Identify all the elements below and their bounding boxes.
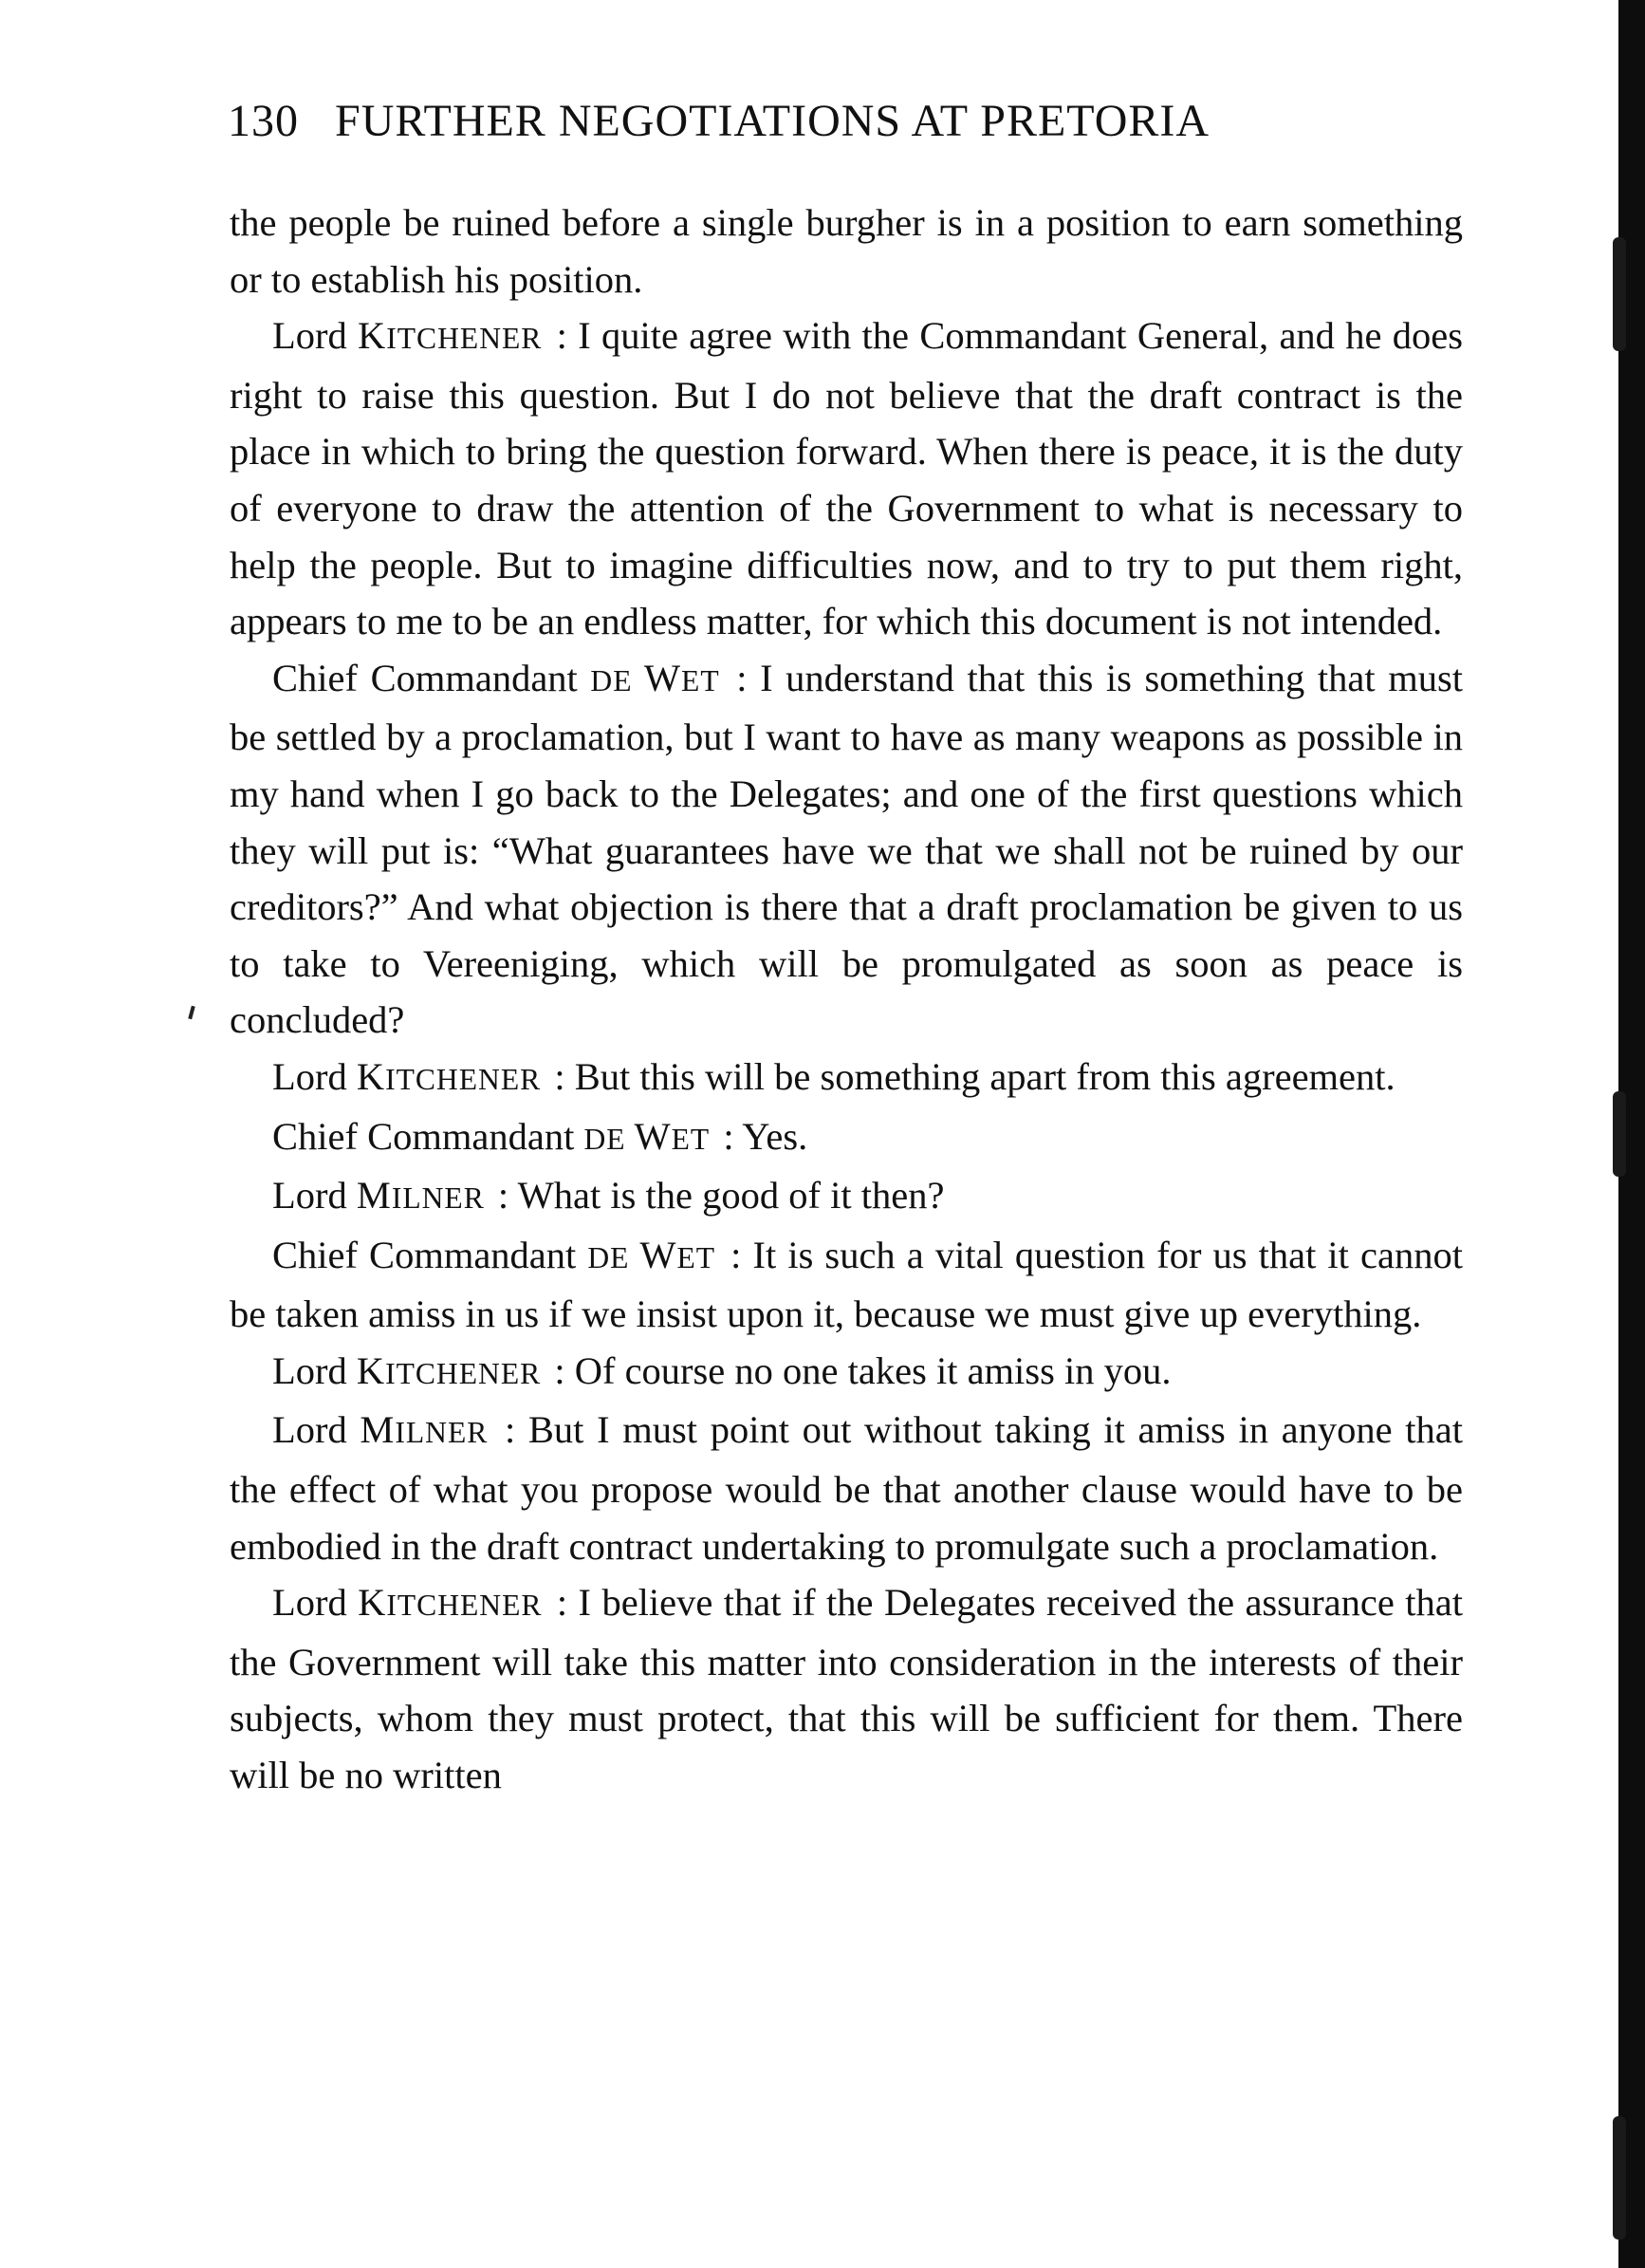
binding-edge-notch [1613, 1091, 1626, 1177]
paragraph-text: I believe that if the Delegates received the assurance that the Government will take this matter into consideration in the interests of their subjects, whom they must protect, that this will be sufficient for them. There will be no written [230, 1581, 1463, 1797]
running-title: FURTHER NEGOTIATIONS AT PRETORIA [335, 96, 1211, 146]
dialogue-paragraph: Chief Commandant DE WET : It is such a vital question for us that it cannot be taken amiss in us if we insist upon it, because we must give up everything. [230, 1233, 1463, 1336]
page-number: 130 [228, 96, 299, 146]
paragraph-text: What is the good of it then? [517, 1174, 945, 1218]
dialogue-paragraph: Lord KITCHENER : I believe that if the Delegates received the assurance that the Government will take this matter into consideration in the interests of their subjects, whom they must protect, that this will be sufficient for them. There will be no written [230, 1581, 1463, 1797]
dialogue-paragraph: Lord MILNER : But I must point out without taking it amiss in anyone that the effect of what you propose would be that another clause would have to be embodied in the draft contract undertaking to promulgate such a proclamation. [230, 1408, 1463, 1568]
paragraph-text: Yes. [742, 1114, 808, 1158]
body-text [230, 195, 1463, 1804]
speaker-name: DE WET [583, 1114, 711, 1158]
dialogue-paragraph: Lord KITCHENER : But this will be something apart from this agreement. [272, 1054, 1395, 1098]
paragraph-text: Of course no one takes it amiss in you. [574, 1348, 1172, 1392]
speaker-name: DE WET [590, 656, 720, 699]
paragraph-text: But I must point out without taking it amiss in anyone that the effect of what you propose would be that another clause would have to be embodied in the draft contract undertaking to promulgate such a proclamation. [230, 1408, 1463, 1568]
stray-ink-mark [188, 1006, 194, 1020]
speaker-name: KITCHENER [358, 1581, 543, 1625]
speaker-prefix: Chief Commandant [272, 1233, 588, 1276]
dialogue-paragraph: Chief Commandant DE WET : I understand that this is something that must be settled by a proclamation, but I want to have as many weapons as possible in my hand when I go back to the Delegates; and one of the first questions which they will put is: “What guarantees have we that we shall not be ruined by our creditors?” And what objection is there that a draft proclamation be given to us to take to Vereeniging, which will be promulgated as soon as peace is concluded? [230, 656, 1463, 1042]
paragraph-text: I understand that this is something that must be settled by a proclamation, but I want to have as many weapons as possible in my hand when I go back to the Delegates; and one of the first questions which they will put is: “What guarantees have we that we shall not be ruined by our creditors?” And what objection is there that a draft proclamation be given to us to take to Vereeniging, which will be promulgated as soon as peace is concluded? [230, 656, 1463, 1042]
speaker-prefix: Chief Commandant [272, 1114, 584, 1158]
dialogue-paragraph: Chief Commandant DE WET : Yes. [272, 1114, 808, 1158]
speaker-prefix: Lord [272, 314, 359, 358]
speaker-name: DE WET [587, 1233, 716, 1276]
speaker-name: KITCHENER [356, 1054, 542, 1098]
paragraph-continuation [230, 195, 1463, 307]
running-head [228, 95, 1480, 161]
paragraph-text: the people be ruined before a single burgher is in a position to earn something or to establish his position. [230, 201, 1463, 301]
paragraph-text: But this will be something apart from this agreement. [574, 1054, 1395, 1098]
binding-edge-notch [1613, 2116, 1626, 2240]
paragraph-text: I quite agree with the Commandant General, and he does right to raise this question. But I do not believe that the draft contract is the place in which to bring the question forward. When there is peace, it is the duty of everyone to draw the attention of the Government to what is necessary to help the people. But to imagine difficulties now, and to try to put them right, appears to me to be an endless matter, for which this document is not intended. [230, 314, 1463, 643]
dialogue-paragraph: Lord MILNER : What is the good of it then? [272, 1174, 945, 1218]
speaker-name: KITCHENER [356, 1348, 542, 1392]
dialogue-paragraph: Lord KITCHENER : Of course no one takes it amiss in you. [272, 1348, 1172, 1392]
speaker-name: KITCHENER [358, 314, 543, 358]
speaker-name: MILNER [360, 1408, 489, 1452]
speaker-prefix: Lord [272, 1581, 359, 1625]
speaker-prefix: Lord [272, 1348, 357, 1392]
binding-edge-notch [1613, 237, 1626, 351]
speaker-prefix: Lord [272, 1408, 360, 1452]
speaker-prefix: Chief Commandant [272, 656, 591, 699]
speaker-prefix: Lord [272, 1174, 357, 1218]
paragraph-text: It is such a vital question for us that it cannot be taken amiss in us if we insist upon it, because we must give up everything. [230, 1233, 1463, 1336]
dialogue-paragraph: Lord KITCHENER : I quite agree with the Commandant General, and he does right to raise this question. But I do not believe that the draft contract is the place in which to bring the question forward. When there is peace, it is the duty of everyone to draw the attention of the Government to what is necessary to help the people. But to imagine difficulties now, and to try to put them right, appears to me to be an endless matter, for which this document is not intended. [230, 314, 1463, 643]
speaker-prefix: Lord [272, 1054, 357, 1098]
speaker-name: MILNER [356, 1174, 485, 1218]
